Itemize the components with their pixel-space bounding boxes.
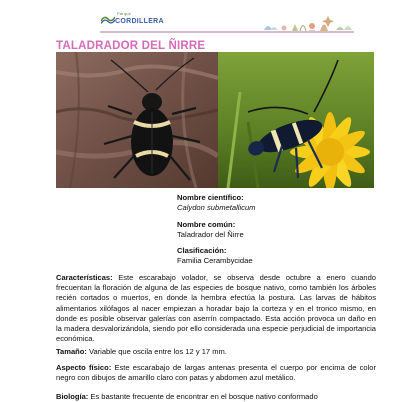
biologia-label: Biología: — [56, 392, 89, 401]
header-rule — [100, 31, 354, 33]
scientific-name-label: Nombre científico: — [177, 193, 244, 202]
page-title: TALADRADOR DEL ÑIRRE — [56, 40, 206, 52]
tamano-paragraph — [56, 347, 376, 357]
beetle-on-bark-photo — [56, 52, 218, 188]
common-name-block — [177, 220, 377, 240]
aspecto-paragraph — [56, 363, 376, 383]
classification-label: Clasificación: — [177, 246, 227, 255]
aspecto-text: Este escarabajo de largas antenas presenta el cuerpo por encima de color negro con dibujos de amarillo claro con patas y abdomen azul metálico. — [56, 363, 376, 383]
park-logo — [101, 11, 164, 31]
page-header — [0, 0, 400, 38]
caracteristicas-paragraph — [56, 273, 376, 344]
logo-subtitle: Parque — [117, 11, 132, 16]
wave-icon — [101, 14, 115, 24]
scientific-name-value: Calydon submetallicum — [177, 203, 256, 212]
biologia-text: Es bastante frecuente de encontrar en el bosque nativo conformado — [88, 392, 318, 401]
beetle-on-flower-photo — [218, 52, 374, 188]
biologia-paragraph — [56, 392, 376, 402]
tamano-text: Variable que oscila entre los 12 y 17 mm. — [86, 347, 227, 356]
aspecto-label: Aspecto físico: — [56, 363, 112, 372]
caracteristicas-text: Este escarabajo volador, se observa desde octubre a enero cuando frecuentan la floración de alguna de las especies de bosque nativo, como también los árboles recién cortados o muertos, en donde la hembra efectúa la postura. Las larvas de hábitos alimentarios xilófagos al nacer empiezan a horadar bajo la corteza y en el tronco mismo, en donde es posible observar galerías con aserrín compactado. Esta acción provoca un daño en la madera desvalorizándola, siendo por ello considerada una especie perjudicial de importancia económica. — [56, 273, 376, 344]
caracteristicas-label: Características: — [56, 273, 113, 282]
tamano-label: Tamaño: — [56, 347, 87, 356]
classification-block — [177, 246, 377, 266]
common-name-label: Nombre común: — [177, 220, 236, 229]
scientific-name-block — [177, 193, 377, 213]
common-name-value: Taladrador del Ñirre — [177, 230, 244, 239]
logo-text: CORDILLERA — [115, 18, 164, 25]
classification-value: Familia Cerambycidae — [177, 256, 253, 265]
